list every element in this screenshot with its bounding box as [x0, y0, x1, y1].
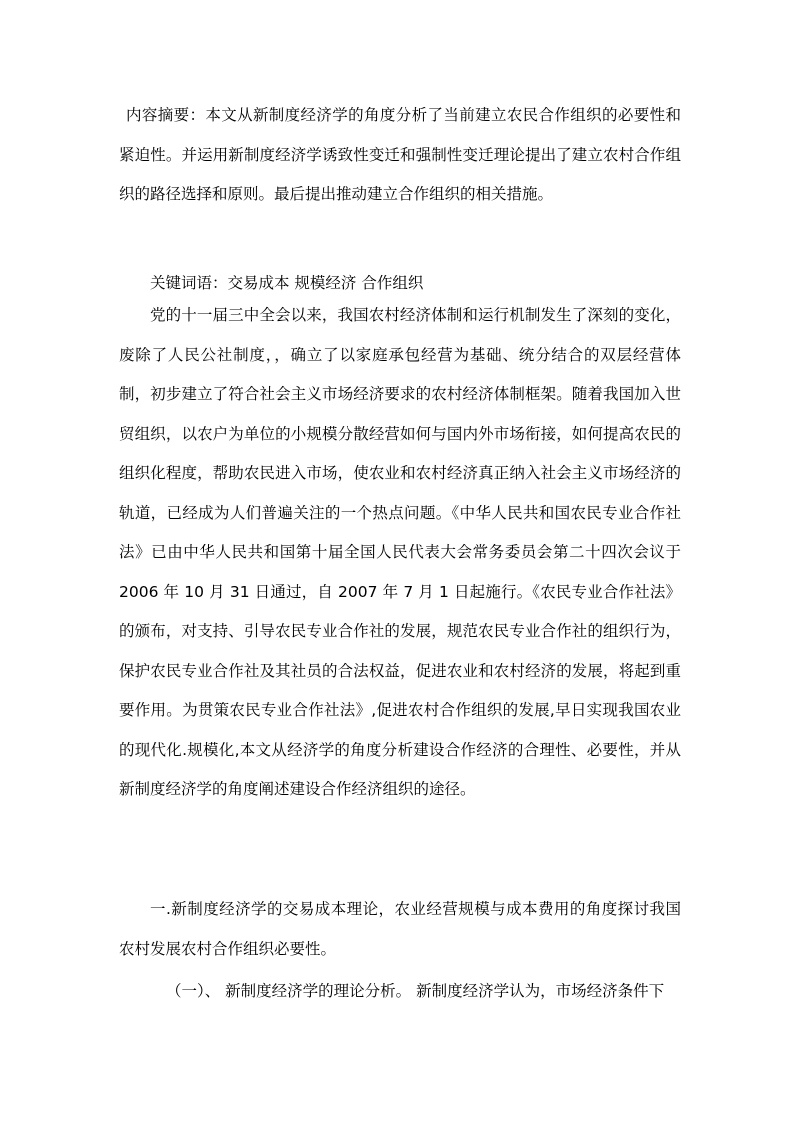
section-heading-1: 一.新制度经济学的交易成本理论，农业经营规模与成本费用的角度探讨我国农村发展农村合作组织必要性。: [119, 900, 681, 958]
intro-paragraph: 党的十一届三中全会以来，我国农村经济体制和运行机制发生了深刻的变化，废除了人民公社制度，，确立了以家庭承包经营为基础、统分结合的双层经营体制，初步建立了符合社会主义市场经济要求的农村经济体制框架。随着我国加入世贸组织，以农户为单位的小规模分散经营如何与国内外市场衔接，如何提高农民的组织化程度，帮助农民进入市场，使农业和农村经济真正纳入社会主义市场经济的轨道，已经成为人们普遍关注的一个热点问题。《中华人民共和国农民专业合作社法》已由中华人民共和国第十届全国人民代表大会常务委员会第二十四次会议于 2006 年 10 月 31 日通过，自 2007 年 7 月 1 日起施行。《农民专业合作社法》的颁布，对支持、引导农民专业合作社的发展，规范农民专业合作社的组织行为，保护农民专业合作社及其社员的合法权益，促进农业和农村经济的发展，将起到重要作用。为贯策农民专业合作社法》,促进农村合作组织的发展,早日实现我国农业的现代化.规模化,本文从经济学的角度分析建设合作经济的合理性、必要性，并从新制度经济学的角度阐述建设合作经济组织的途径。: [119, 306, 681, 798]
abstract-paragraph: 内容摘要：本文从新制度经济学的角度分析了当前建立农民合作组织的必要性和紧迫性。并运用新制度经济学诱致性变迁和强制性变迁理论提出了建立农村合作组织的路径选择和原则。最后提出推动建立合作组织的相关措施。: [119, 106, 681, 203]
keywords-line: 关键词语：交易成本 规模经济 合作组织: [150, 274, 424, 292]
subsection-1-paragraph: （一）、 新制度经济学的理论分析。 新制度经济学认为，市场经济条件下: [166, 982, 665, 1000]
